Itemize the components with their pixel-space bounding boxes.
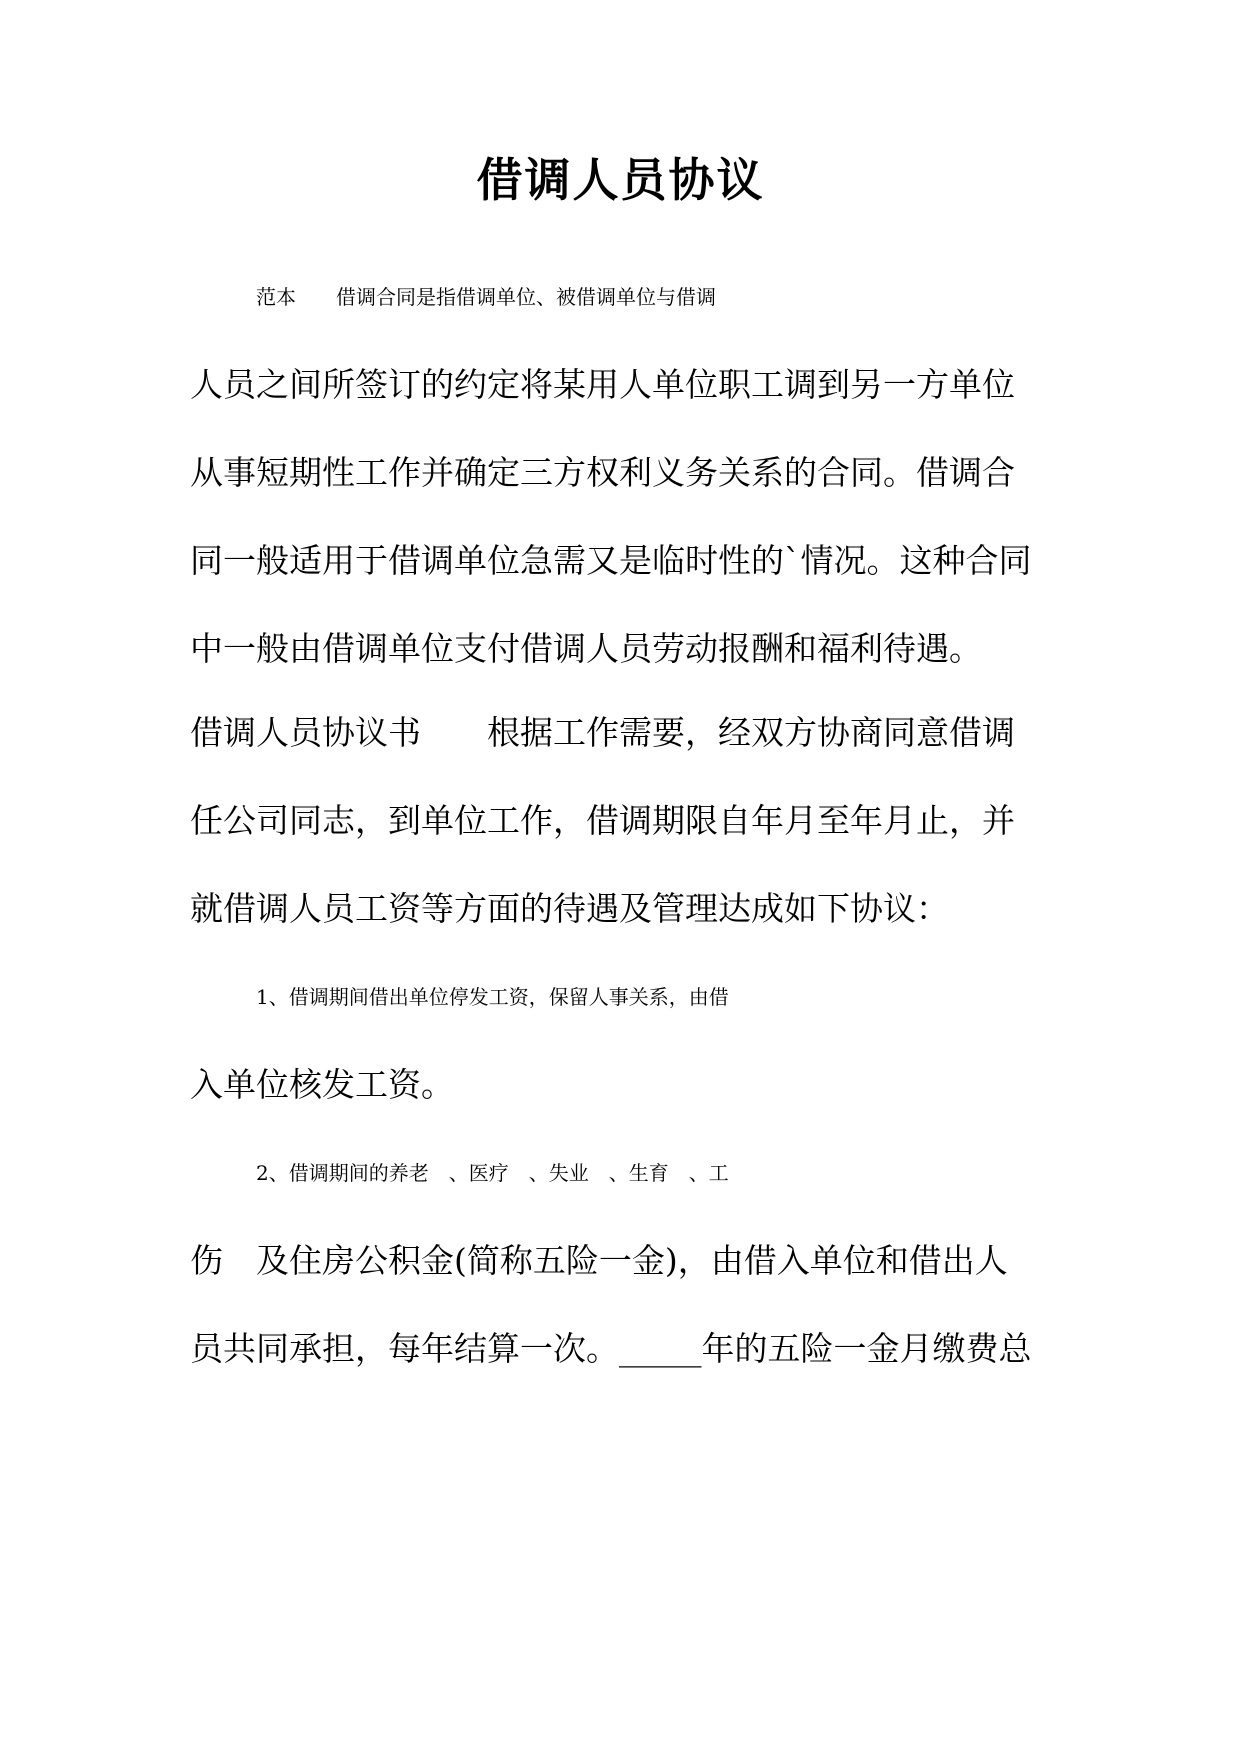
paragraph-line: 范本 借调合同是指借调单位、被借调单位与借调 — [256, 285, 716, 309]
paragraph-line: 任公司同志，到单位工作，借调期限自年月至年月止，并 — [190, 801, 1015, 840]
document-title: 借调人员协议 — [476, 153, 765, 207]
paragraph-line: 人员之间所签订的约定将某用人单位职工调到另一方单位 — [190, 365, 1015, 404]
paragraph-line: 2、借调期间的养老 、医疗 、失业 、生育 、工 — [256, 1161, 729, 1185]
paragraph-line: 1、借调期间借出单位停发工资，保留人事关系，由借 — [256, 985, 729, 1009]
paragraph-line: 中一般由借调单位支付借调人员劳动报酬和福利待遇。 — [190, 629, 982, 668]
paragraph-line: 入单位核发工资。 — [190, 1065, 454, 1104]
paragraph-line: 同一般适用于借调单位急需又是临时性的`情况。这种合同 — [190, 541, 1032, 580]
paragraph-line: 伤 及住房公积金(简称五险一金)，由借入单位和借出人 — [190, 1241, 1008, 1280]
paragraph-line: 就借调人员工资等方面的待遇及管理达成如下协议： — [190, 889, 949, 928]
paragraph-line: 借调人员协议书 根据工作需要，经双方协商同意借调 — [190, 713, 1015, 752]
paragraph-line: 员共同承担，每年结算一次。_____年的五险一金月缴费总 — [190, 1329, 1032, 1368]
paragraph-line: 从事短期性工作并确定三方权利义务关系的合同。借调合 — [190, 453, 1015, 492]
